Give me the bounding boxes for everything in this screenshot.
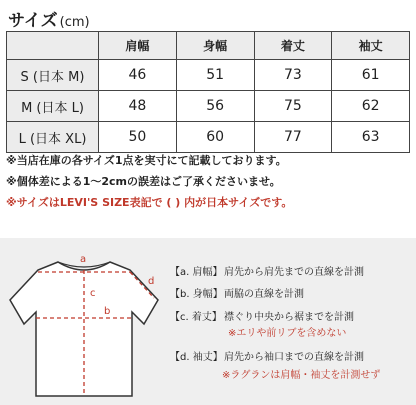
table-cell: 50 [99, 122, 177, 153]
table-row [7, 91, 410, 122]
table-row [7, 60, 410, 91]
label-b: b [104, 306, 111, 317]
tshirt-diagram [0, 238, 170, 405]
legend-note-c: ※エリや前リブを含めない [228, 328, 347, 339]
size-table [6, 31, 410, 153]
table-cell: 51 [176, 60, 254, 91]
label-c: c [90, 288, 96, 299]
legend-item-a: 【a. 肩幅】 肩先から肩先までの直線を計測 [170, 267, 364, 278]
table-cell: 48 [99, 91, 177, 122]
row-label-m: M (日本 L) [7, 91, 99, 122]
title-unit: (cm) [59, 15, 90, 30]
table-cell: 56 [176, 91, 254, 122]
label-d: d [148, 276, 155, 287]
row-label-s: S (日本 M) [7, 60, 99, 91]
note-stock: ※当店在庫の各サイズ1点を実寸にて記載しております。 [6, 154, 287, 167]
table-cell: 61 [332, 60, 410, 91]
note-tolerance: ※個体差による1〜2cmの誤差はご了承くださいませ。 [6, 175, 281, 188]
legend-item-b: 【b. 身幅】両脇の直線を計測 [170, 289, 304, 300]
table-cell: 60 [176, 122, 254, 153]
table-cell: 73 [254, 60, 332, 91]
header-sleeve: 袖丈 [332, 32, 410, 60]
table-cell: 46 [99, 60, 177, 91]
header-length: 着丈 [254, 32, 332, 60]
header-shoulder: 肩幅 [99, 32, 177, 60]
legend-note-d: ※ラグランは肩幅・袖丈を計測せず [222, 370, 381, 381]
measurement-guide [0, 238, 416, 405]
title-main: サイズ [8, 11, 58, 31]
legend-item-c: 【c. 着丈】 襟ぐり中央から裾までを計測 [170, 312, 354, 323]
table-cell: 75 [254, 91, 332, 122]
row-label-l: L (日本 XL) [7, 122, 99, 153]
note-size-notation: ※サイズはLEVI'S SIZE表記で ( ) 内が日本サイズです。 [6, 196, 293, 209]
table-row [7, 122, 410, 153]
header-chest: 身幅 [176, 32, 254, 60]
table-cell: 63 [332, 122, 410, 153]
page-title [8, 6, 90, 31]
label-a: a [80, 254, 87, 265]
legend-item-d: 【d. 袖丈】肩先から袖口までの直線を計測 [170, 352, 364, 363]
table-header-row [7, 32, 410, 60]
table-corner-cell [7, 32, 99, 60]
notes [6, 150, 292, 213]
table-cell: 77 [254, 122, 332, 153]
table-cell: 62 [332, 91, 410, 122]
